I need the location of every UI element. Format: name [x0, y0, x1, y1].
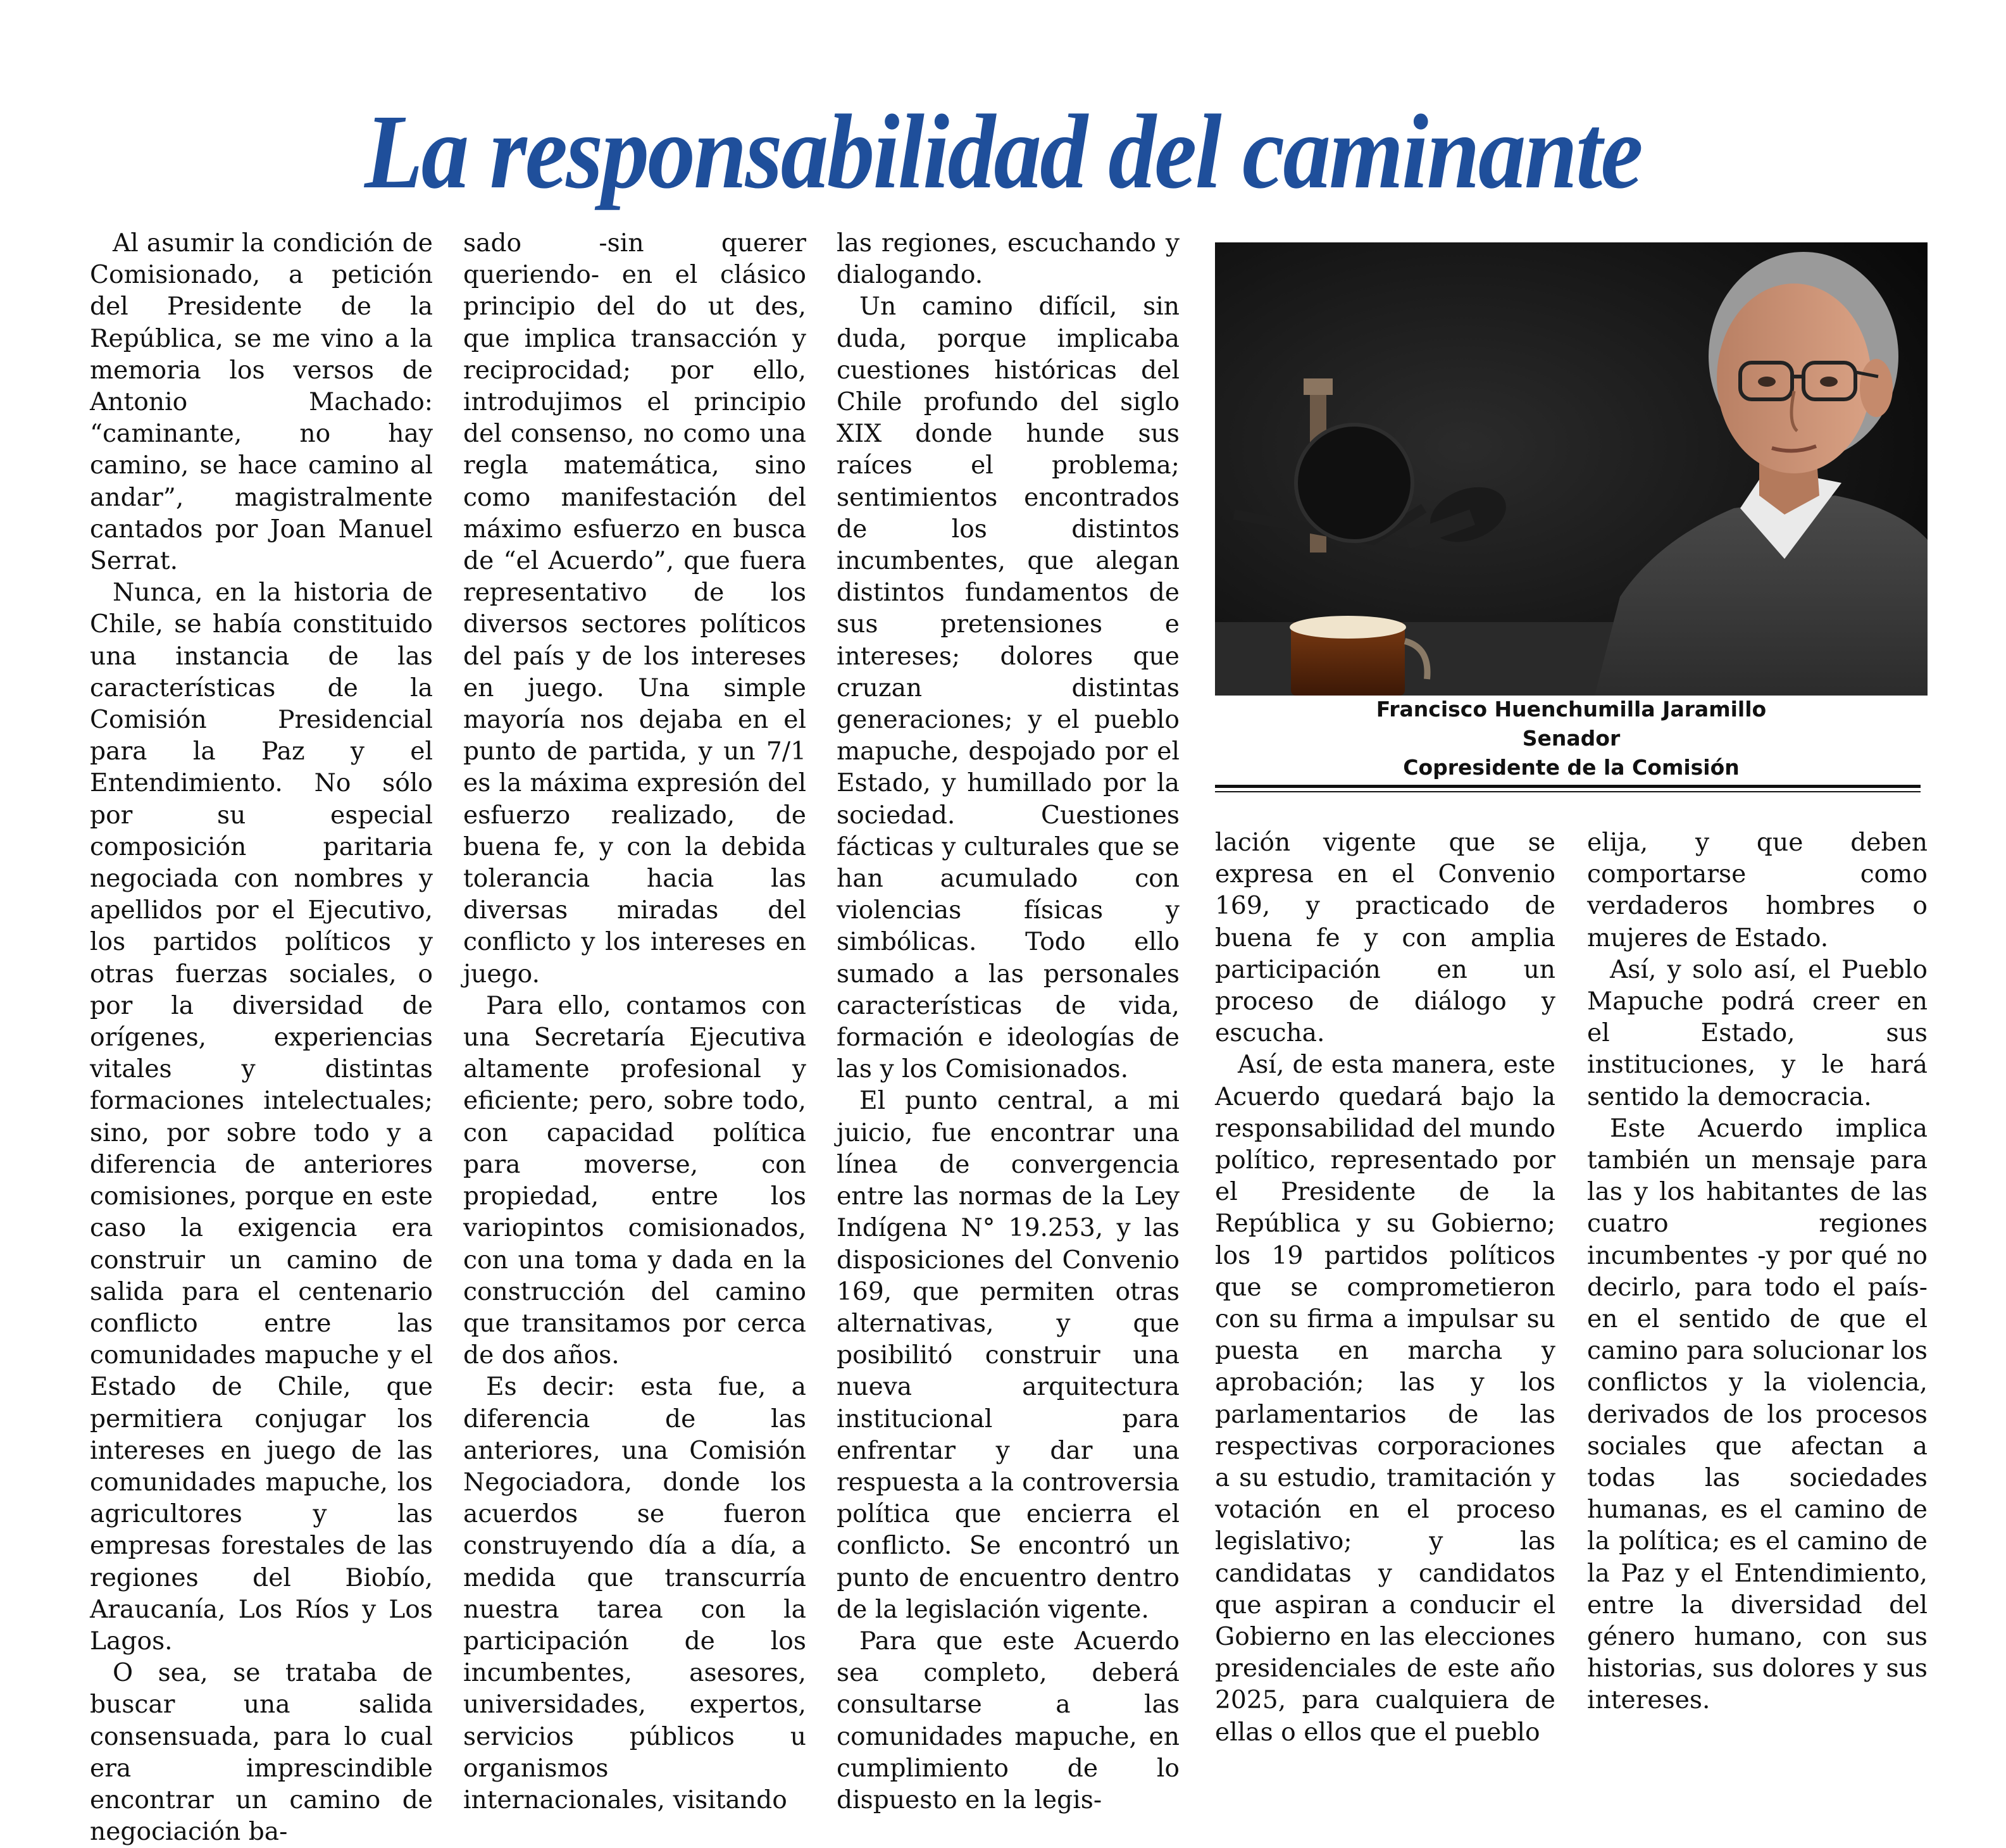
article-paragraph: El punto central, a mi juicio, fue encontrar una línea de convergencia entre las normas de la Ley Indígena N° 19.253, y las disposiciones del Convenio 169, que permiten otras alternativas, y que posibilitó construir una nueva arquitectura institucional para enfrentar y dar una respuesta a la controversia política que encierra el conflicto. Se encontró un punto de encuentro dentro de la legislación vigente. — [837, 1087, 1180, 1624]
article-paragraph: lación vigente que se expresa en el Convenio 169, y practicado de buena fe y con amplia participación en un proceso de diálogo y escucha. — [1215, 828, 1555, 1048]
caption-divider — [1215, 785, 1921, 788]
article-paragraph: sado -sin querer queriendo- en el clásico principio del do ut des, que implica transacción y reciprocidad; por ello, introdujimos el principio del consenso, no como una regla matemática, sino como manifestación del máximo esfuerzo en busca de “el Acuerdo”, que fuera representativo de los diversos sectores políticos del país y de los intereses en juego. Una simple mayoría nos dejaba en el punto de partida, y un 7/1 es la máxima expresión del esfuerzo realizado, de buena fe, y con la debida tolerancia hacia las diversas miradas del conflicto y los intereses en juego. — [463, 229, 806, 989]
portrait-illustration — [1215, 242, 1928, 696]
article-paragraph: Nunca, en la historia de Chile, se había constituido una instancia de las características de la Comisión Presidencial para la Paz y el Entendimiento. No sólo por su especial composición paritaria negociada con nombres y apellidos por el Ejecutivo, los partidos políticos y otras fuerzas sociales, o por la diversidad de orígenes, experiencias vitales y distintas formaciones intelectuales; sino, por sobre todo y a diferencia de anteriores comisiones, porque en este caso la exigencia era construir un camino de salida para el centenario conflicto entre las comunidades mapuche y el Estado de Chile, que permitiera conjugar los intereses en juego de las comunidades mapuche, los agricultores y las empresas forestales de las regiones del Biobío, Araucanía, Los Ríos y Los Lagos. — [90, 578, 433, 1656]
article-column-1 — [90, 228, 433, 1848]
article-column-4 — [1215, 827, 1555, 1749]
article-paragraph: Para que este Acuerdo sea completo, deberá consultarse a las comunidades mapuche, en cumplimiento de lo dispuesto en la legis- — [837, 1626, 1180, 1814]
article-paragraph: Es decir: esta fue, a diferencia de las anteriores, una Comisión Negociadora, donde los acuerdos se fueron construyendo día a día, a medida que transcurría nuestra tarea con la participación de los incumbentes, asesores, universidades, expertos, servicios públicos u organismos internacionales, visitando — [463, 1373, 806, 1814]
caption-position: Copresidente de la Comisión — [1403, 755, 1740, 780]
photo-caption — [1215, 695, 1928, 782]
article-paragraph: Así, y solo así, el Pueblo Mapuche podrá creer en el Estado, sus instituciones, y le hará sentido la democracia. — [1587, 955, 1928, 1111]
article-paragraph: Al asumir la condición de Comisionado, a petición del Presidente de la República, se me vino a la memoria los versos de Antonio Machado: “caminante, no hay camino, se hace camino al andar”, magistralmente cantados por Joan Manuel Serrat. — [90, 229, 433, 576]
article-column-5 — [1587, 827, 1928, 1717]
portrait-photo — [1215, 242, 1928, 696]
article-title: La responsabilidad del caminante — [364, 93, 1642, 211]
article-column-2 — [463, 228, 806, 1816]
article-paragraph: Un camino difícil, sin duda, porque implicaba cuestiones históricas del Chile profundo del siglo XIX donde hunde sus raíces el problema; sentimientos encontrados de los distintos incumbentes, que alegan distintos fundamentos de sus pretensiones e intereses; dolores que cruzan distintas generaciones; y el pueblo mapuche, despojado por el Estado, y humillado por la sociedad. Cuestiones fácticas y culturales que se han acumulado con violencias físicas y simbólicas. Todo ello sumado a las personales características de vida, formación e ideologías de las y los Comisionados. — [837, 292, 1180, 1084]
caption-divider-thin — [1215, 791, 1921, 792]
article-paragraph: elija, y que deben comportarse como verdaderos hombres o mujeres de Estado. — [1587, 828, 1928, 952]
article-paragraph: Para ello, contamos con una Secretaría Ejecutiva altamente profesional y eficiente; pero, sobre todo, con capacidad política para moverse, con propiedad, entre los variopintos comisionados, con una toma y dada en la construcción del camino que transitamos por cerca de dos años. — [463, 991, 806, 1370]
caption-role: Senador — [1522, 726, 1621, 751]
article-paragraph: las regiones, escuchando y dialogando. — [837, 229, 1180, 290]
article-column-3 — [837, 228, 1180, 1816]
article-paragraph: Así, de esta manera, este Acuerdo quedará bajo la responsabilidad del mundo político, representado por el Presidente de la República y su Gobierno; los 19 partidos políticos que se comprometieron con su firma a impulsar su puesta en marcha y aprobación; las y los parlamentarios de las respectivas corporaciones a su estudio, tramitación y votación en el proceso legislativo; y las candidatas y candidatos que aspiran a conducir el Gobierno en las elecciones presidenciales de este año 2025, para cualquiera de ellas o ellos que el pueblo — [1215, 1051, 1555, 1747]
article-paragraph: Este Acuerdo implica también un mensaje para las y los habitantes de las cuatro regiones incumbentes -y por qué no decirlo, para todo el país- en el sentido de que el camino para solucionar los conflictos y la violencia, derivados de los procesos sociales que afectan a todas las sociedades humanas, es el camino de la política; es el camino de la Paz y el Entendimiento, entre la diversidad del género humano, con sus historias, sus dolores y sus intereses. — [1587, 1114, 1928, 1715]
article-paragraph: O sea, se trataba de buscar una salida consensuada, para lo cual era imprescindible encontrar un camino de negociación ba- — [90, 1659, 433, 1847]
caption-name: Francisco Huenchumilla Jaramillo — [1376, 697, 1767, 721]
